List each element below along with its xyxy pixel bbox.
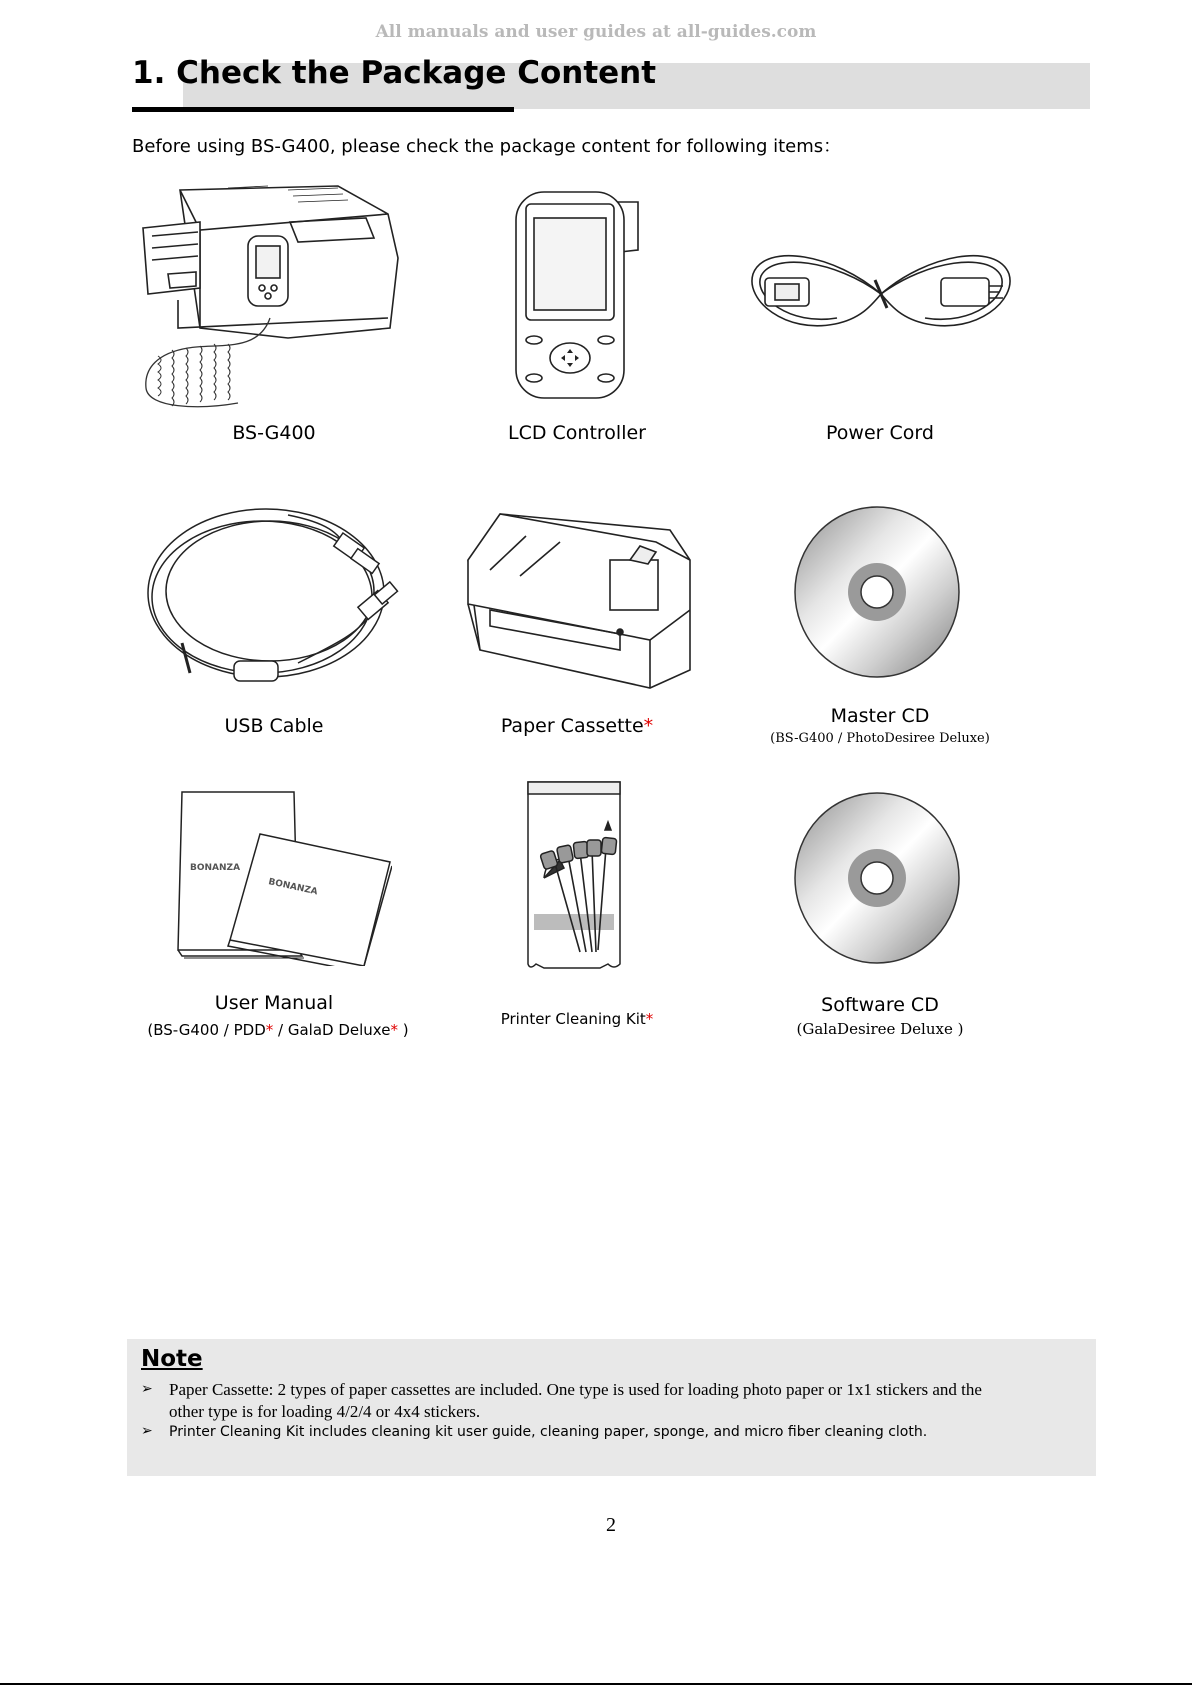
item-label-master-cd: Master CD <box>830 705 930 727</box>
manual-brand-1: BONANZA <box>190 863 241 873</box>
software-cd-icon <box>793 791 961 965</box>
item-label-software-cd: Software CD <box>821 994 939 1016</box>
arrow-bullet-icon: ➢ <box>141 1423 153 1439</box>
master-cd-subtitle: (BS-G400 / PhotoDesiree Deluxe) <box>770 731 990 746</box>
manual-brand-2: BONANZA <box>267 877 319 898</box>
cleaning-kit-icon <box>524 778 624 974</box>
item-label-lcd-controller: LCD Controller <box>508 422 646 444</box>
item-label-bs-g400: BS-G400 <box>232 422 316 444</box>
user-manual-icon <box>168 790 392 966</box>
note-item-cleaning-kit <box>141 1423 1081 1445</box>
note-box <box>127 1339 1096 1476</box>
note-text-line-1: Paper Cassette: 2 types of paper cassettes are included. One type is used for loading photo paper or 1x1 stickers and the <box>169 1380 982 1399</box>
watermark: All manuals and user guides at all-guides.com <box>375 22 817 42</box>
note-text-line-2: other type is for loading 4/2/4 or 4x4 stickers. <box>169 1402 481 1421</box>
user-manual-subtitle: (BS-G400 / PDD* / GalaD Deluxe* ) <box>147 1021 409 1039</box>
arrow-bullet-icon: ➢ <box>141 1381 153 1397</box>
power-cord-icon <box>745 244 1017 352</box>
item-label-usb-cable: USB Cable <box>224 715 324 737</box>
item-label-power-cord: Power Cord <box>826 422 934 444</box>
software-cd-subtitle: (GalaDesiree Deluxe ) <box>796 1020 964 1038</box>
item-label-user-manual: User Manual <box>214 992 334 1014</box>
paper-cassette-icon <box>460 500 698 690</box>
note-item-paper-cassette <box>141 1379 1081 1423</box>
master-cd-icon <box>793 505 961 679</box>
note-title: Note <box>141 1346 203 1372</box>
page-number: 2 <box>606 1514 616 1536</box>
item-label-cleaning-kit: Printer Cleaning Kit* <box>500 1010 654 1028</box>
usb-cable-icon <box>138 493 410 695</box>
lcd-controller-icon <box>510 188 648 406</box>
page-title: 1. Check the Package Content <box>132 55 657 91</box>
note-text-cleaning-kit: Printer Cleaning Kit includes cleaning kit user guide, cleaning paper, sponge, and micro fiber cleaning cloth. <box>169 1424 928 1440</box>
item-label-paper-cassette: Paper Cassette* <box>500 715 654 737</box>
title-underline <box>132 107 514 112</box>
printer-icon <box>138 178 410 418</box>
intro-text: Before using BS-G400, please check the package content for following items： <box>132 136 842 157</box>
